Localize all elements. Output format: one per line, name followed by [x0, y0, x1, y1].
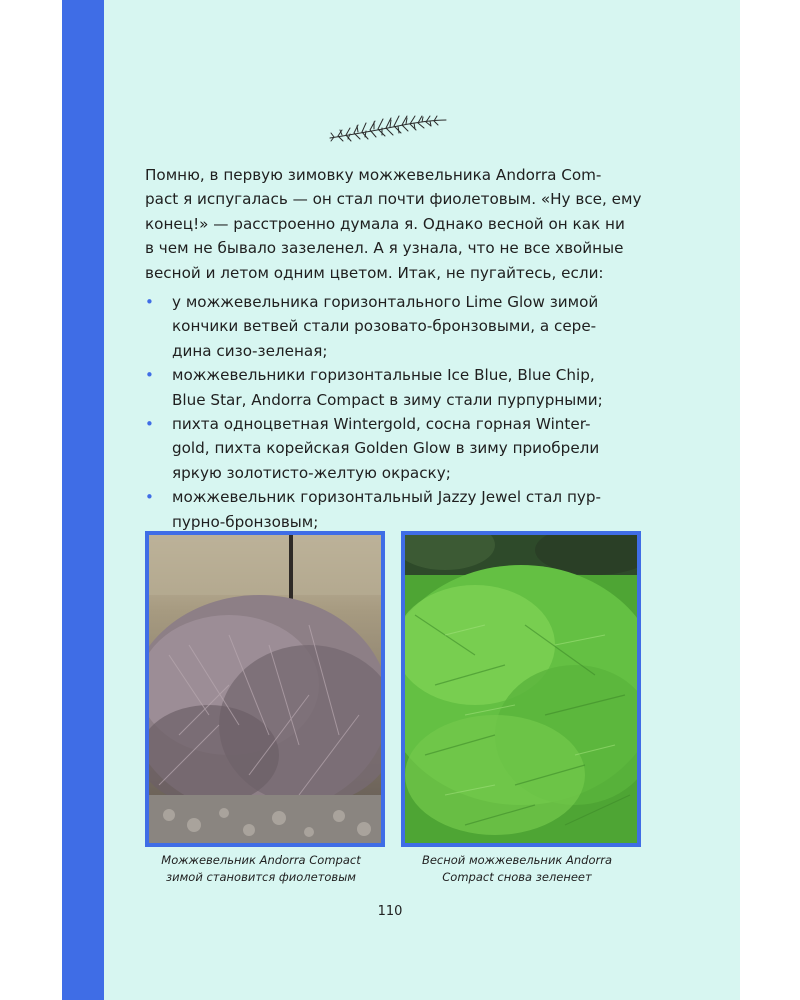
intro-line: pact я испугалась — он стал почти фиолетовым. «Ну все, ему — [145, 190, 642, 209]
bullet-icon: • — [145, 488, 154, 507]
list-line: кончики ветвей стали розовато-бронзовыми, а сере- — [172, 317, 597, 336]
list-line: яркую золотисто-желтую окраску; — [172, 463, 451, 482]
purple-juniper-image — [149, 535, 381, 843]
list-line: дина сизо-зеленая; — [172, 341, 328, 360]
caption-line: Можжевельник Andorra Compact — [161, 853, 361, 867]
photo-caption-right — [397, 852, 637, 886]
bullet-icon: • — [145, 415, 154, 434]
list-line: пихта одноцветная Wintergold, сосна горная Winter- — [172, 415, 591, 434]
intro-line: весной и летом одним цветом. Итак, не пугайтесь, если: — [145, 263, 604, 282]
list-line: можжевельники горизонтальные Ice Blue, Blue Chip, — [172, 366, 595, 385]
list-item — [145, 485, 645, 534]
list-line: можжевельник горизонтальный Jazzy Jewel стал пур- — [172, 488, 601, 507]
caption-line: Весной можжевельник Andorra — [421, 853, 613, 867]
edge-accent-strip — [62, 0, 104, 1000]
bullet-icon: • — [145, 293, 154, 311]
green-juniper-photo — [401, 531, 641, 847]
intro-line: Помню, в первую зимовку можжевельника Andorra Com- — [145, 166, 602, 184]
photo-caption-left — [141, 852, 381, 886]
list-line: gold, пихта корейская Golden Glow в зиму приобрели — [172, 439, 600, 458]
list-line: пурно-бронзовым; — [172, 512, 319, 531]
list-item — [145, 412, 645, 485]
conifer-branch-icon — [328, 108, 448, 148]
list-item — [145, 290, 645, 363]
page-number: 110 — [377, 904, 403, 919]
intro-line: в чем не бывало зазеленел. А я узнала, что не все хвойные — [145, 239, 624, 258]
caption-line: зимой становится фиолетовым — [166, 870, 356, 884]
intro-line: конец!» — расстроенно думала я. Однако весной он как ни — [145, 214, 625, 233]
list-line: Blue Star, Andorra Compact в зиму стали пурпурными; — [172, 390, 603, 409]
purple-juniper-photo — [145, 531, 385, 847]
caption-line: Compact снова зеленеет — [442, 870, 592, 884]
intro-paragraph — [145, 163, 645, 285]
list-line: у можжевельника горизонтального Lime Glow зимой — [172, 293, 599, 311]
bullet-icon: • — [145, 366, 154, 385]
list-item — [145, 363, 645, 412]
green-juniper-image — [405, 535, 637, 843]
bullet-list — [145, 290, 645, 534]
